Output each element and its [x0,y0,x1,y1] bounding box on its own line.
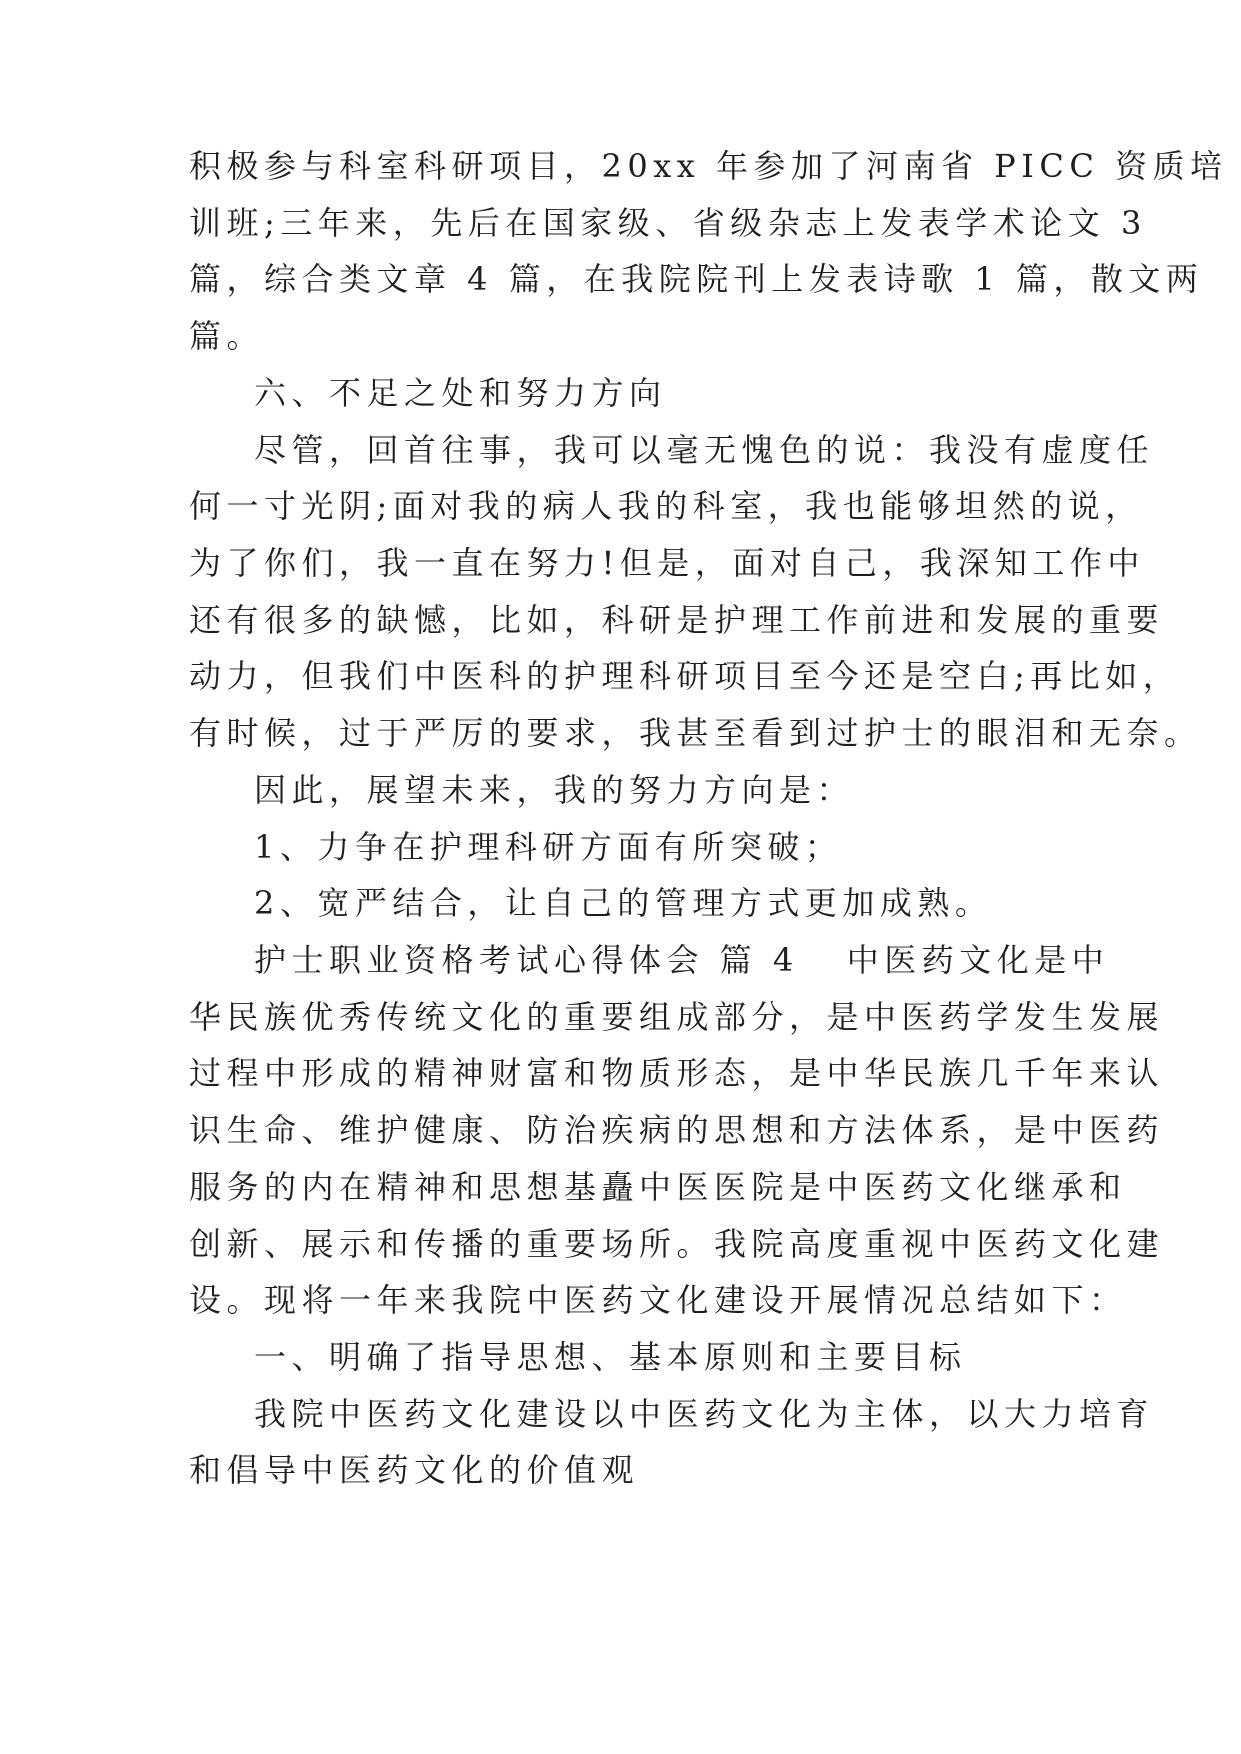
body-text-line: 积极参与科室科研项目，20xx 年参加了河南省 PICC 资质培 [189,147,1228,185]
list-item: 2、宽严结合，让自己的管理方式更加成熟。 [254,884,993,922]
body-text-line: 服务的内在精神和思想基矗中医医院是中医药文化继承和 [189,1168,1127,1206]
article-title: 护士职业资格考试心得体会 篇 4 [254,941,799,979]
body-text-line: 篇。 [189,317,265,355]
body-text-start: 中医药文化是中 [846,941,1110,979]
body-text-line: 训班;三年来，先后在国家级、省级杂志上发表学术论文 3 [189,204,1147,242]
body-text-line: 识生命、维护健康、防治疾病的思想和方法体系，是中医药 [189,1111,1165,1149]
body-text-line: 过程中形成的精神财富和物质形态，是中华民族几千年来认 [189,1054,1165,1092]
body-text-line: 设。现将一年来我院中医药文化建设开展情况总结如下： [189,1281,1127,1319]
article-title-line [254,940,1109,980]
body-text-line: 和倡导中医药文化的价值观 [189,1451,640,1489]
body-text-line: 篇，综合类文章 4 篇，在我院院刊上发表诗歌 1 篇，散文两 [189,260,1204,298]
body-text-line: 创新、展示和传播的重要场所。我院高度重视中医药文化建 [189,1225,1165,1263]
section-heading: 六、不足之处和努力方向 [254,374,667,412]
body-text-line: 何一寸光阴;面对我的病人我的科室，我也能够坦然的说， [189,487,1143,525]
list-item: 1、力争在护理科研方面有所突破； [254,828,843,866]
body-text-line: 因此，展望未来，我的努力方向是： [254,771,855,809]
body-text-line: 动力，但我们中医科的护理科研项目至今还是空白;再比如， [189,657,1181,695]
body-text-line: 还有很多的缺憾，比如，科研是护理工作前进和发展的重要 [189,601,1165,639]
body-text-line: 为了你们，我一直在努力!但是，面对自己，我深知工作中 [189,544,1145,582]
body-text-line: 我院中医药文化建设以中医药文化为主体，以大力培育 [254,1395,1155,1433]
body-text-line: 华民族优秀传统文化的重要组成部分，是中医药学发生发展 [189,998,1165,1036]
body-text-line: 有时候，过于严厉的要求，我甚至看到过护士的眼泪和无奈。 [189,714,1202,752]
body-text-line: 尽管，回首往事，我可以毫无愧色的说：我没有虚度任 [254,431,1155,469]
section-heading: 一、明确了指导思想、基本原则和主要目标 [254,1338,967,1376]
